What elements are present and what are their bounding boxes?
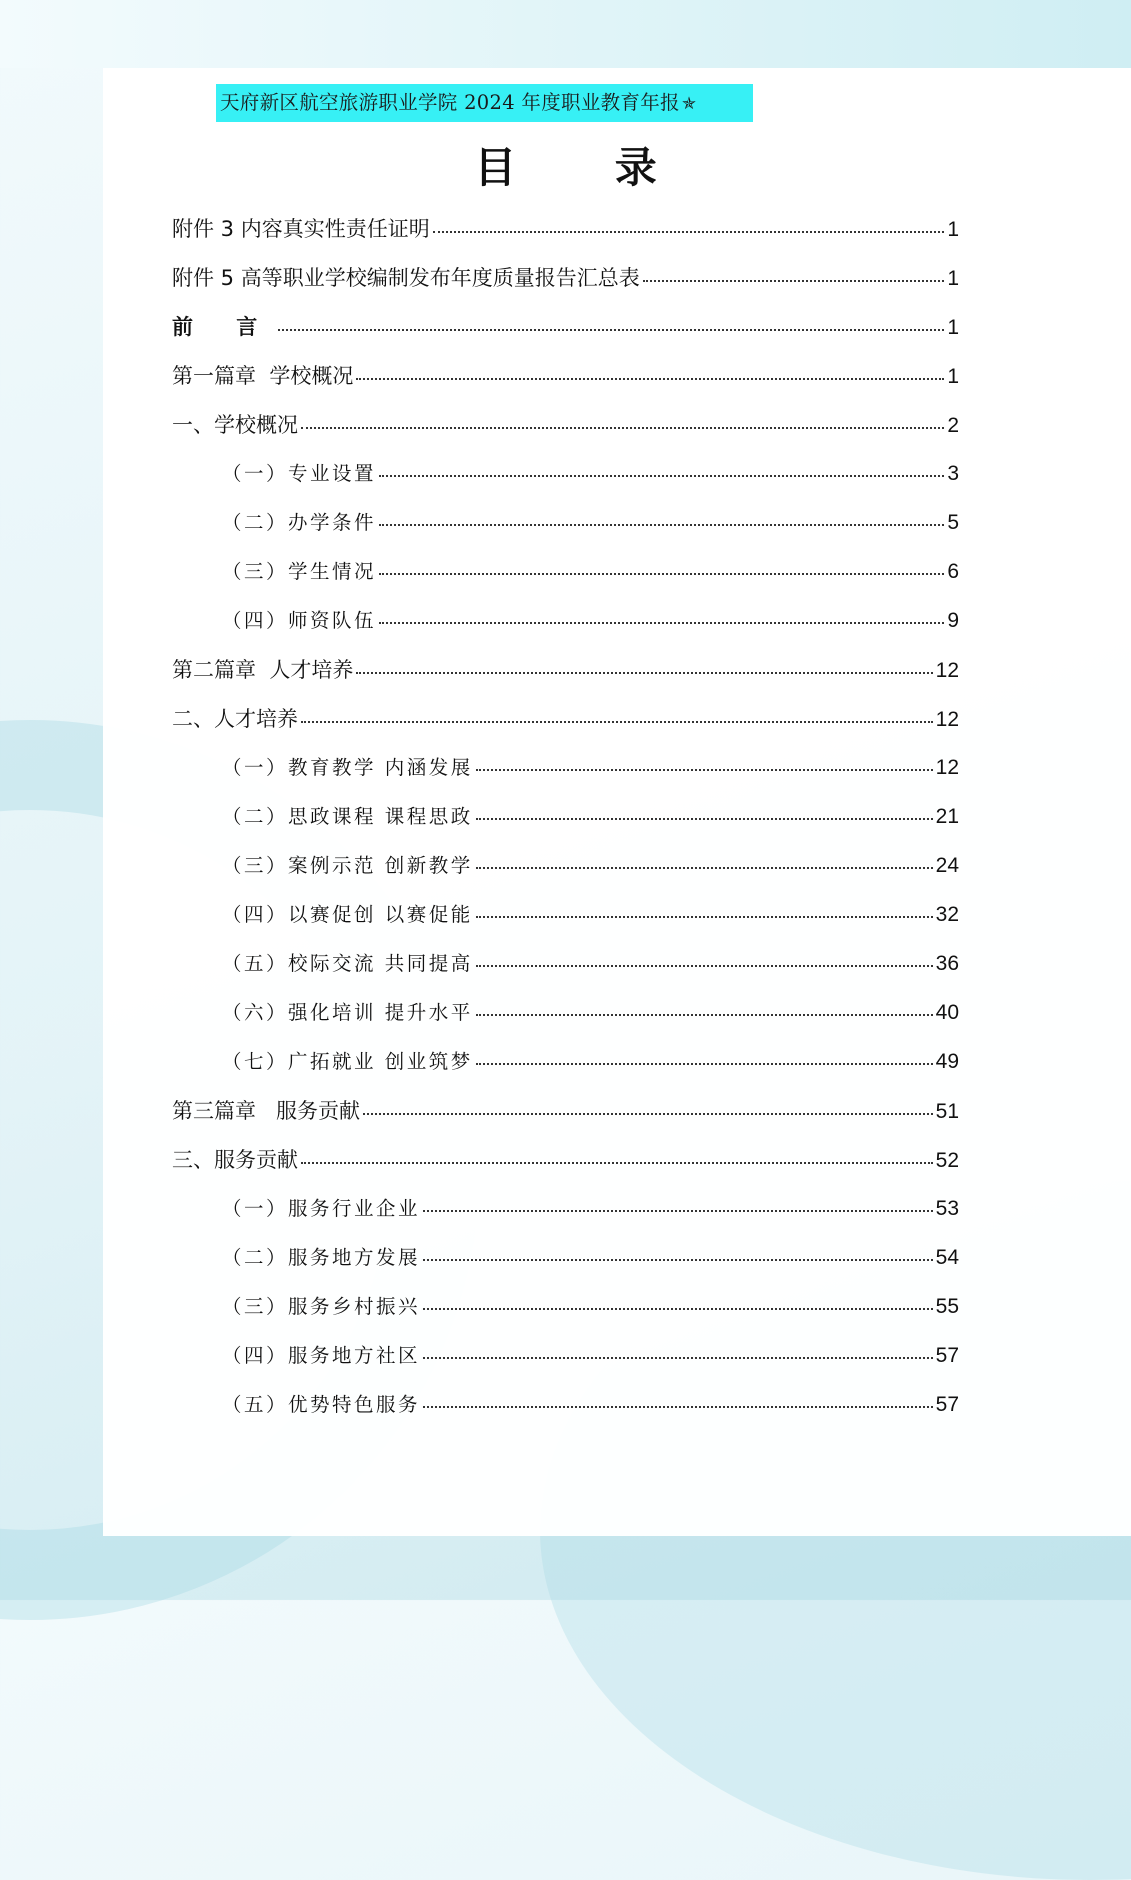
toc-entry[interactable] — [222, 507, 959, 539]
dot-leader — [301, 1162, 933, 1164]
toc-entry-label: （四）师资队伍 — [222, 609, 377, 632]
toc-entry-label: 第二篇章 人才培养 — [172, 658, 354, 682]
dot-leader — [423, 1308, 933, 1310]
toc-entry[interactable] — [172, 262, 959, 294]
toc-entry-label: （一）服务行业企业 — [222, 1197, 421, 1220]
toc-entry[interactable] — [222, 1291, 959, 1323]
toc-entry-label: （四）以赛促创 以赛促能 — [222, 903, 473, 926]
toc-entry[interactable] — [222, 556, 959, 588]
dot-leader — [301, 427, 944, 429]
toc-entry-label: 附件 5 高等职业学校编制发布年度质量报告汇总表 — [172, 266, 640, 290]
toc-entry-label: 一、学校概况 — [172, 413, 298, 437]
dot-leader — [433, 231, 945, 233]
toc-entry-label: （四）服务地方社区 — [222, 1344, 421, 1367]
toc-entry-label: （三）案例示范 创新教学 — [222, 854, 473, 877]
toc-entry[interactable] — [222, 605, 959, 637]
dot-leader — [356, 672, 932, 674]
toc-entry-label: （三）服务乡村振兴 — [222, 1295, 421, 1318]
dot-leader — [379, 622, 944, 624]
toc-entry-page: 5 — [947, 511, 959, 534]
dot-leader — [476, 1014, 933, 1016]
star-icon: ✯ — [681, 94, 697, 114]
toc-entry-page: 1 — [947, 267, 959, 290]
dot-leader — [476, 769, 933, 771]
toc-entry-page: 12 — [935, 756, 959, 779]
toc-entry[interactable] — [222, 1046, 959, 1078]
toc-entry[interactable] — [222, 1340, 959, 1372]
toc-entry-page: 1 — [947, 365, 959, 388]
toc-entry-page: 12 — [935, 659, 959, 682]
toc-entry-page: 57 — [935, 1393, 959, 1416]
dot-leader — [379, 573, 944, 575]
toc-entry[interactable] — [172, 360, 959, 392]
dot-leader — [423, 1259, 933, 1261]
toc-entry[interactable] — [172, 1144, 959, 1176]
dot-leader — [278, 329, 944, 331]
toc-entry-label: 前 言 — [172, 315, 276, 339]
dot-leader — [423, 1357, 933, 1359]
toc-entry-page: 36 — [935, 952, 959, 975]
toc-entry-page: 54 — [935, 1246, 959, 1269]
toc-entry-page: 40 — [935, 1001, 959, 1024]
toc-entry-page: 53 — [935, 1197, 959, 1220]
toc-entry-label: （六）强化培训 提升水平 — [222, 1001, 473, 1024]
toc-entry-label: 附件 3 内容真实性责任证明 — [172, 217, 430, 241]
toc-entry[interactable] — [222, 1389, 959, 1421]
toc-entry-page: 55 — [935, 1295, 959, 1318]
toc-entry-page: 32 — [935, 903, 959, 926]
dot-leader — [476, 818, 933, 820]
toc-entry-label: 第一篇章 学校概况 — [172, 364, 354, 388]
toc-entry[interactable] — [172, 409, 959, 441]
dot-leader — [643, 280, 945, 282]
dot-leader — [356, 378, 944, 380]
toc-entry-page: 57 — [935, 1344, 959, 1367]
toc-entry[interactable] — [222, 997, 959, 1029]
toc-entry-label: （二）思政课程 课程思政 — [222, 805, 473, 828]
toc-entry-page: 49 — [935, 1050, 959, 1073]
toc-entry-label: （一）教育教学 内涵发展 — [222, 756, 473, 779]
dot-leader — [476, 916, 933, 918]
toc-entry[interactable] — [222, 752, 959, 784]
toc-entry-label: 第三篇章 服务贡献 — [172, 1099, 361, 1123]
dot-leader — [476, 1063, 933, 1065]
dot-leader — [476, 965, 933, 967]
toc-entry[interactable] — [172, 1095, 959, 1127]
toc-entry-label: （五）优势特色服务 — [222, 1393, 421, 1416]
toc-entry-page: 1 — [947, 218, 959, 241]
header-banner-text: 天府新区航空旅游职业学院 2024 年度职业教育年报 — [220, 91, 680, 114]
toc-entry-page: 12 — [935, 708, 959, 731]
toc-entry[interactable] — [172, 703, 959, 735]
toc-entry-label: （二）办学条件 — [222, 511, 377, 534]
dot-leader — [476, 867, 933, 869]
toc-entry-label: 三、服务贡献 — [172, 1148, 298, 1172]
toc-entry[interactable] — [172, 311, 959, 343]
toc-entry-page: 2 — [947, 414, 959, 437]
toc-entry[interactable] — [222, 1242, 959, 1274]
page-title: 目 录 — [474, 143, 699, 192]
toc-entry-page: 52 — [935, 1149, 959, 1172]
dot-leader — [379, 524, 944, 526]
toc-entry-label: （七）广拓就业 创业筑梦 — [222, 1050, 473, 1073]
toc-entry[interactable] — [172, 654, 959, 686]
background-band — [0, 0, 1131, 68]
dot-leader — [363, 1113, 933, 1115]
dot-leader — [301, 721, 933, 723]
toc-entry[interactable] — [172, 213, 959, 245]
toc-entry-page: 51 — [935, 1100, 959, 1123]
toc-entry-page: 21 — [935, 805, 959, 828]
toc-entry-page: 24 — [935, 854, 959, 877]
toc-entry-label: 二、人才培养 — [172, 707, 298, 731]
toc-entry[interactable] — [222, 458, 959, 490]
toc-entry-page: 3 — [947, 462, 959, 485]
dot-leader — [423, 1210, 933, 1212]
header-banner — [216, 84, 753, 122]
toc-entry-label: （五）校际交流 共同提高 — [222, 952, 473, 975]
dot-leader — [379, 475, 944, 477]
toc-entry-page: 9 — [947, 609, 959, 632]
toc-entry-label: （三）学生情况 — [222, 560, 377, 583]
toc-entry-label: （一）专业设置 — [222, 462, 377, 485]
toc-entry[interactable] — [222, 850, 959, 882]
toc-entry[interactable] — [222, 1193, 959, 1225]
toc-entry[interactable] — [222, 948, 959, 980]
dot-leader — [423, 1406, 933, 1408]
toc-entry[interactable] — [222, 899, 959, 931]
toc-entry-label: （二）服务地方发展 — [222, 1246, 421, 1269]
toc-entry-page: 1 — [947, 316, 959, 339]
toc-entry[interactable] — [222, 801, 959, 833]
toc-entry-page: 6 — [947, 560, 959, 583]
